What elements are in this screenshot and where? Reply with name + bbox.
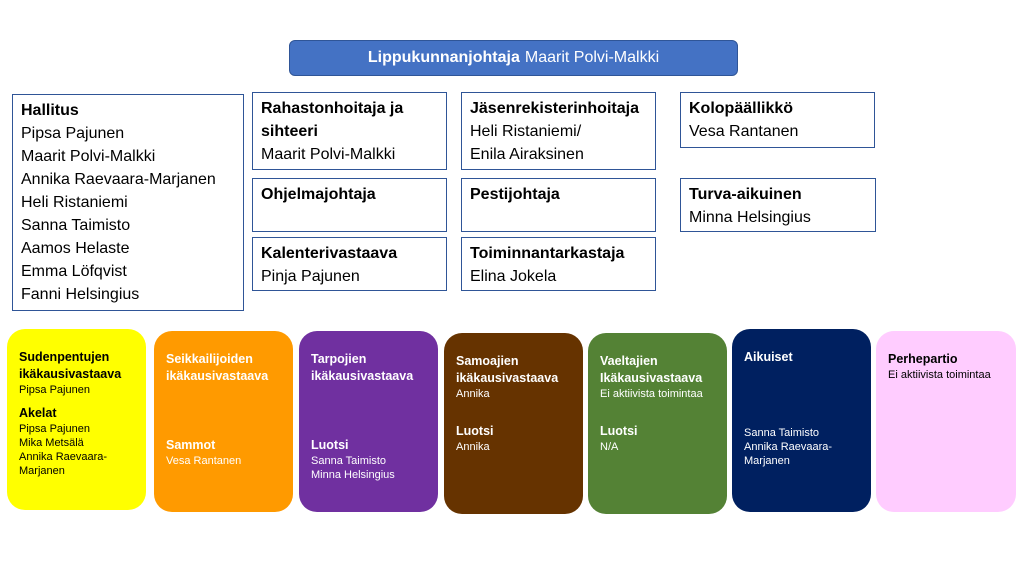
treasurer-name: Maarit Polvi-Malkki [261,146,396,163]
board-member: Emma Löfqvist [21,263,127,280]
card-title: ikäkausivastaava [19,367,122,381]
registry-name: Enila Airaksinen [470,146,584,163]
board-box [12,94,244,311]
hut-title: Kolopäällikkö [689,100,794,117]
calendar-box [252,237,447,291]
card-subperson: N/A [600,441,619,453]
hut-name: Vesa Rantanen [689,123,799,140]
card-subperson: Mika Metsälä [19,437,84,449]
badge-title: Pestijohtaja [470,186,560,203]
card-person: Pipsa Pajunen [19,384,90,396]
card-title: Ikäkausivastaava [600,371,703,385]
treasurer-title: sihteeri [261,123,318,140]
card-person: Ei aktiivista toimintaa [888,369,991,381]
card-title: Seikkailijoiden [166,352,253,366]
card-title: ikäkausivastaava [166,369,269,383]
card-subtitle: Sammot [166,438,216,452]
treasurer-title: Rahastonhoitaja ja [261,100,404,117]
card-subtitle: Luotsi [311,438,349,452]
card-subtitle: Luotsi [456,424,494,438]
card-vaeltajat [588,333,727,514]
card-subtitle: Luotsi [600,424,638,438]
card-subperson: Annika Raevaara- [19,451,108,463]
leader-title: Lippukunnanjohtaja [367,49,520,66]
card-subperson: Vesa Rantanen [166,455,242,467]
program-title: Ohjelmajohtaja [261,186,376,203]
auditor-title: Toiminnantarkastaja [470,245,625,262]
board-member: Annika Raevaara-Marjanen [21,171,216,188]
card-subperson: Annika Raevaara- [744,441,833,453]
card-title: ikäkausivastaava [311,369,414,383]
card-subperson: Annika [456,441,490,453]
card-seikkailijat [154,331,293,512]
board-member: Aamos Helaste [21,240,130,257]
card-title: ikäkausivastaava [456,371,559,385]
leader-box [289,40,738,76]
registry-box [461,92,656,170]
badge-box [461,178,656,232]
registry-title: Jäsenrekisterinhoitaja [470,100,639,117]
calendar-title: Kalenterivastaava [261,245,398,262]
program-box [252,178,447,232]
registry-name: Heli Ristaniemi/ [470,123,582,140]
board-member: Sanna Taimisto [21,217,131,234]
card-subperson: Sanna Taimisto [311,455,387,467]
card-aikuiset [732,329,871,512]
card-subperson: Pipsa Pajunen [19,423,90,435]
board-member: Pipsa Pajunen [21,125,125,142]
card-title: Sudenpentujen [19,350,110,364]
calendar-name: Pinja Pajunen [261,268,360,285]
card-subperson: Sanna Taimisto [744,427,820,439]
card-title: Aikuiset [744,350,793,364]
board-member: Heli Ristaniemi [21,194,128,211]
auditor-name: Elina Jokela [470,268,557,285]
card-subperson: Marjanen [744,455,790,467]
card-title: Tarpojien [311,352,367,366]
safety-title: Turva-aikuinen [689,186,802,203]
card-perhepartio [876,331,1016,512]
board-member: Maarit Polvi-Malkki [21,148,156,165]
card-person: Ei aktiivista toimintaa [600,388,703,400]
card-sudenpennut [7,329,146,510]
card-title: Vaeltajien [600,354,658,368]
hut-box [680,92,875,148]
card-samoajat [444,333,583,514]
board-title: Hallitus [21,102,79,119]
treasurer-box [252,92,447,170]
safety-name: Minna Helsingius [689,209,811,226]
safety-box [680,178,876,232]
card-subperson: Minna Helsingius [311,469,395,481]
card-person: Annika [456,388,490,400]
card-subperson: Marjanen [19,465,65,477]
card-subtitle: Akelat [19,406,57,420]
board-member: Fanni Helsingius [21,286,140,303]
card-title: Perhepartio [888,352,958,366]
card-tarpojat [299,331,438,512]
card-title: Samoajien [456,354,519,368]
leader-name: Maarit Polvi-Malkki [524,49,660,66]
auditor-box [461,237,656,291]
